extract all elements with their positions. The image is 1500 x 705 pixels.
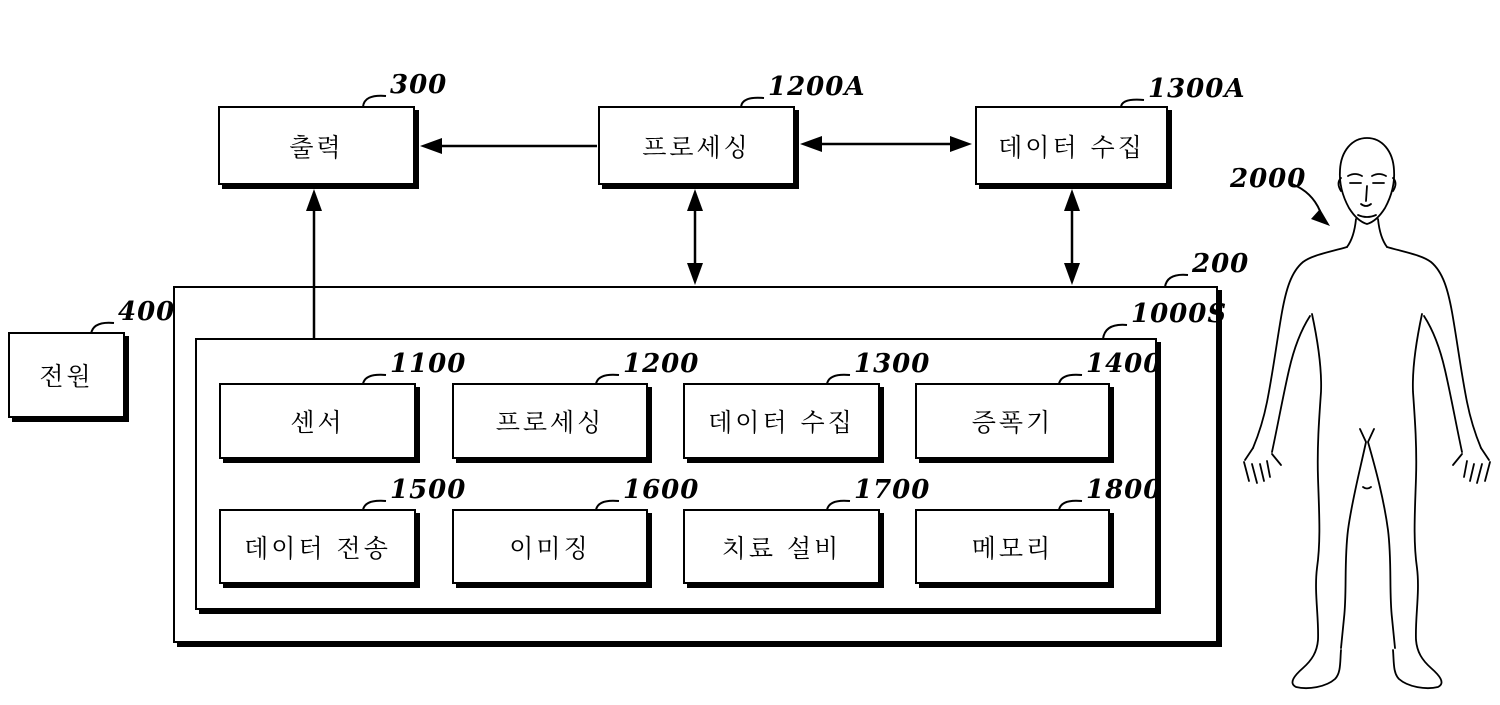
- box-treatment-facility: [683, 509, 880, 584]
- ref-200: 200: [1192, 249, 1250, 279]
- ref-300: 300: [390, 70, 448, 100]
- inner-leg-left: [1341, 429, 1366, 648]
- box-memory-label: 메모리: [971, 533, 1054, 563]
- box-data-acquisition-a-label: 데이터 수집: [998, 132, 1145, 162]
- ref-1700: 1700: [854, 475, 931, 505]
- arrow-processing-to-output: [420, 138, 597, 154]
- arrow-dataacq-system: [1064, 189, 1080, 285]
- box-sensor-label: 센서: [290, 408, 345, 437]
- neck-left: [1347, 219, 1356, 247]
- ref-1600: 1600: [623, 475, 700, 505]
- ref-1100: 1100: [390, 349, 467, 379]
- torso-leg-left: [1292, 314, 1341, 688]
- nose: [1361, 186, 1371, 206]
- box-data-acquisition-a: [975, 106, 1168, 185]
- arrow-processing-dataacq: [800, 136, 972, 152]
- box-data-acquisition: [683, 383, 880, 459]
- box-power-label: 전원: [39, 362, 94, 391]
- outline-left: [1253, 247, 1347, 448]
- ref-1800: 1800: [1086, 475, 1163, 505]
- ref-1200: 1200: [623, 349, 700, 379]
- box-amplifier: [915, 383, 1110, 459]
- outline-right: [1387, 247, 1481, 448]
- box-amplifier-label: 증폭기: [971, 408, 1054, 437]
- eyebrow-left: [1348, 174, 1362, 176]
- torso-leg-right: [1393, 314, 1442, 688]
- human-figure: [1244, 138, 1490, 688]
- arrow-processing-system: [687, 189, 703, 285]
- mouth: [1358, 215, 1376, 217]
- box-treatment-facility-label: 치료 설비: [721, 533, 842, 563]
- head-outline: [1340, 138, 1394, 224]
- ref-2000: 2000: [1230, 164, 1307, 194]
- box-imaging: [452, 509, 648, 584]
- box-sensor: [219, 383, 416, 459]
- box-power: [8, 332, 125, 418]
- inner-leg-right: [1368, 429, 1395, 648]
- ref-1300: 1300: [854, 349, 931, 379]
- ref-1300A: 1300A: [1148, 74, 1246, 104]
- box-processing-a-label: 프로세싱: [642, 132, 751, 162]
- box-imaging-label: 이미징: [509, 533, 591, 563]
- hand-right: [1453, 448, 1490, 483]
- box-processing-label: 프로세싱: [495, 408, 605, 437]
- hand-left: [1244, 448, 1281, 483]
- ref-400: 400: [118, 297, 176, 327]
- box-processing: [452, 383, 648, 459]
- neck-right: [1378, 219, 1387, 247]
- ref-1000S: 1000S: [1131, 299, 1228, 329]
- box-data-transmission: [219, 509, 416, 584]
- eyebrow-right: [1372, 174, 1386, 176]
- ref-1500: 1500: [390, 475, 467, 505]
- box-output: [218, 106, 415, 185]
- ref-1400: 1400: [1086, 349, 1163, 379]
- box-data-transmission-label: 데이터 전송: [244, 533, 391, 563]
- box-memory: [915, 509, 1110, 584]
- ref-1200A: 1200A: [768, 72, 866, 102]
- box-data-acquisition-label: 데이터 수집: [708, 408, 855, 437]
- box-processing-a: [598, 106, 795, 185]
- navel: [1363, 487, 1371, 489]
- box-output-label: 출력: [289, 132, 344, 162]
